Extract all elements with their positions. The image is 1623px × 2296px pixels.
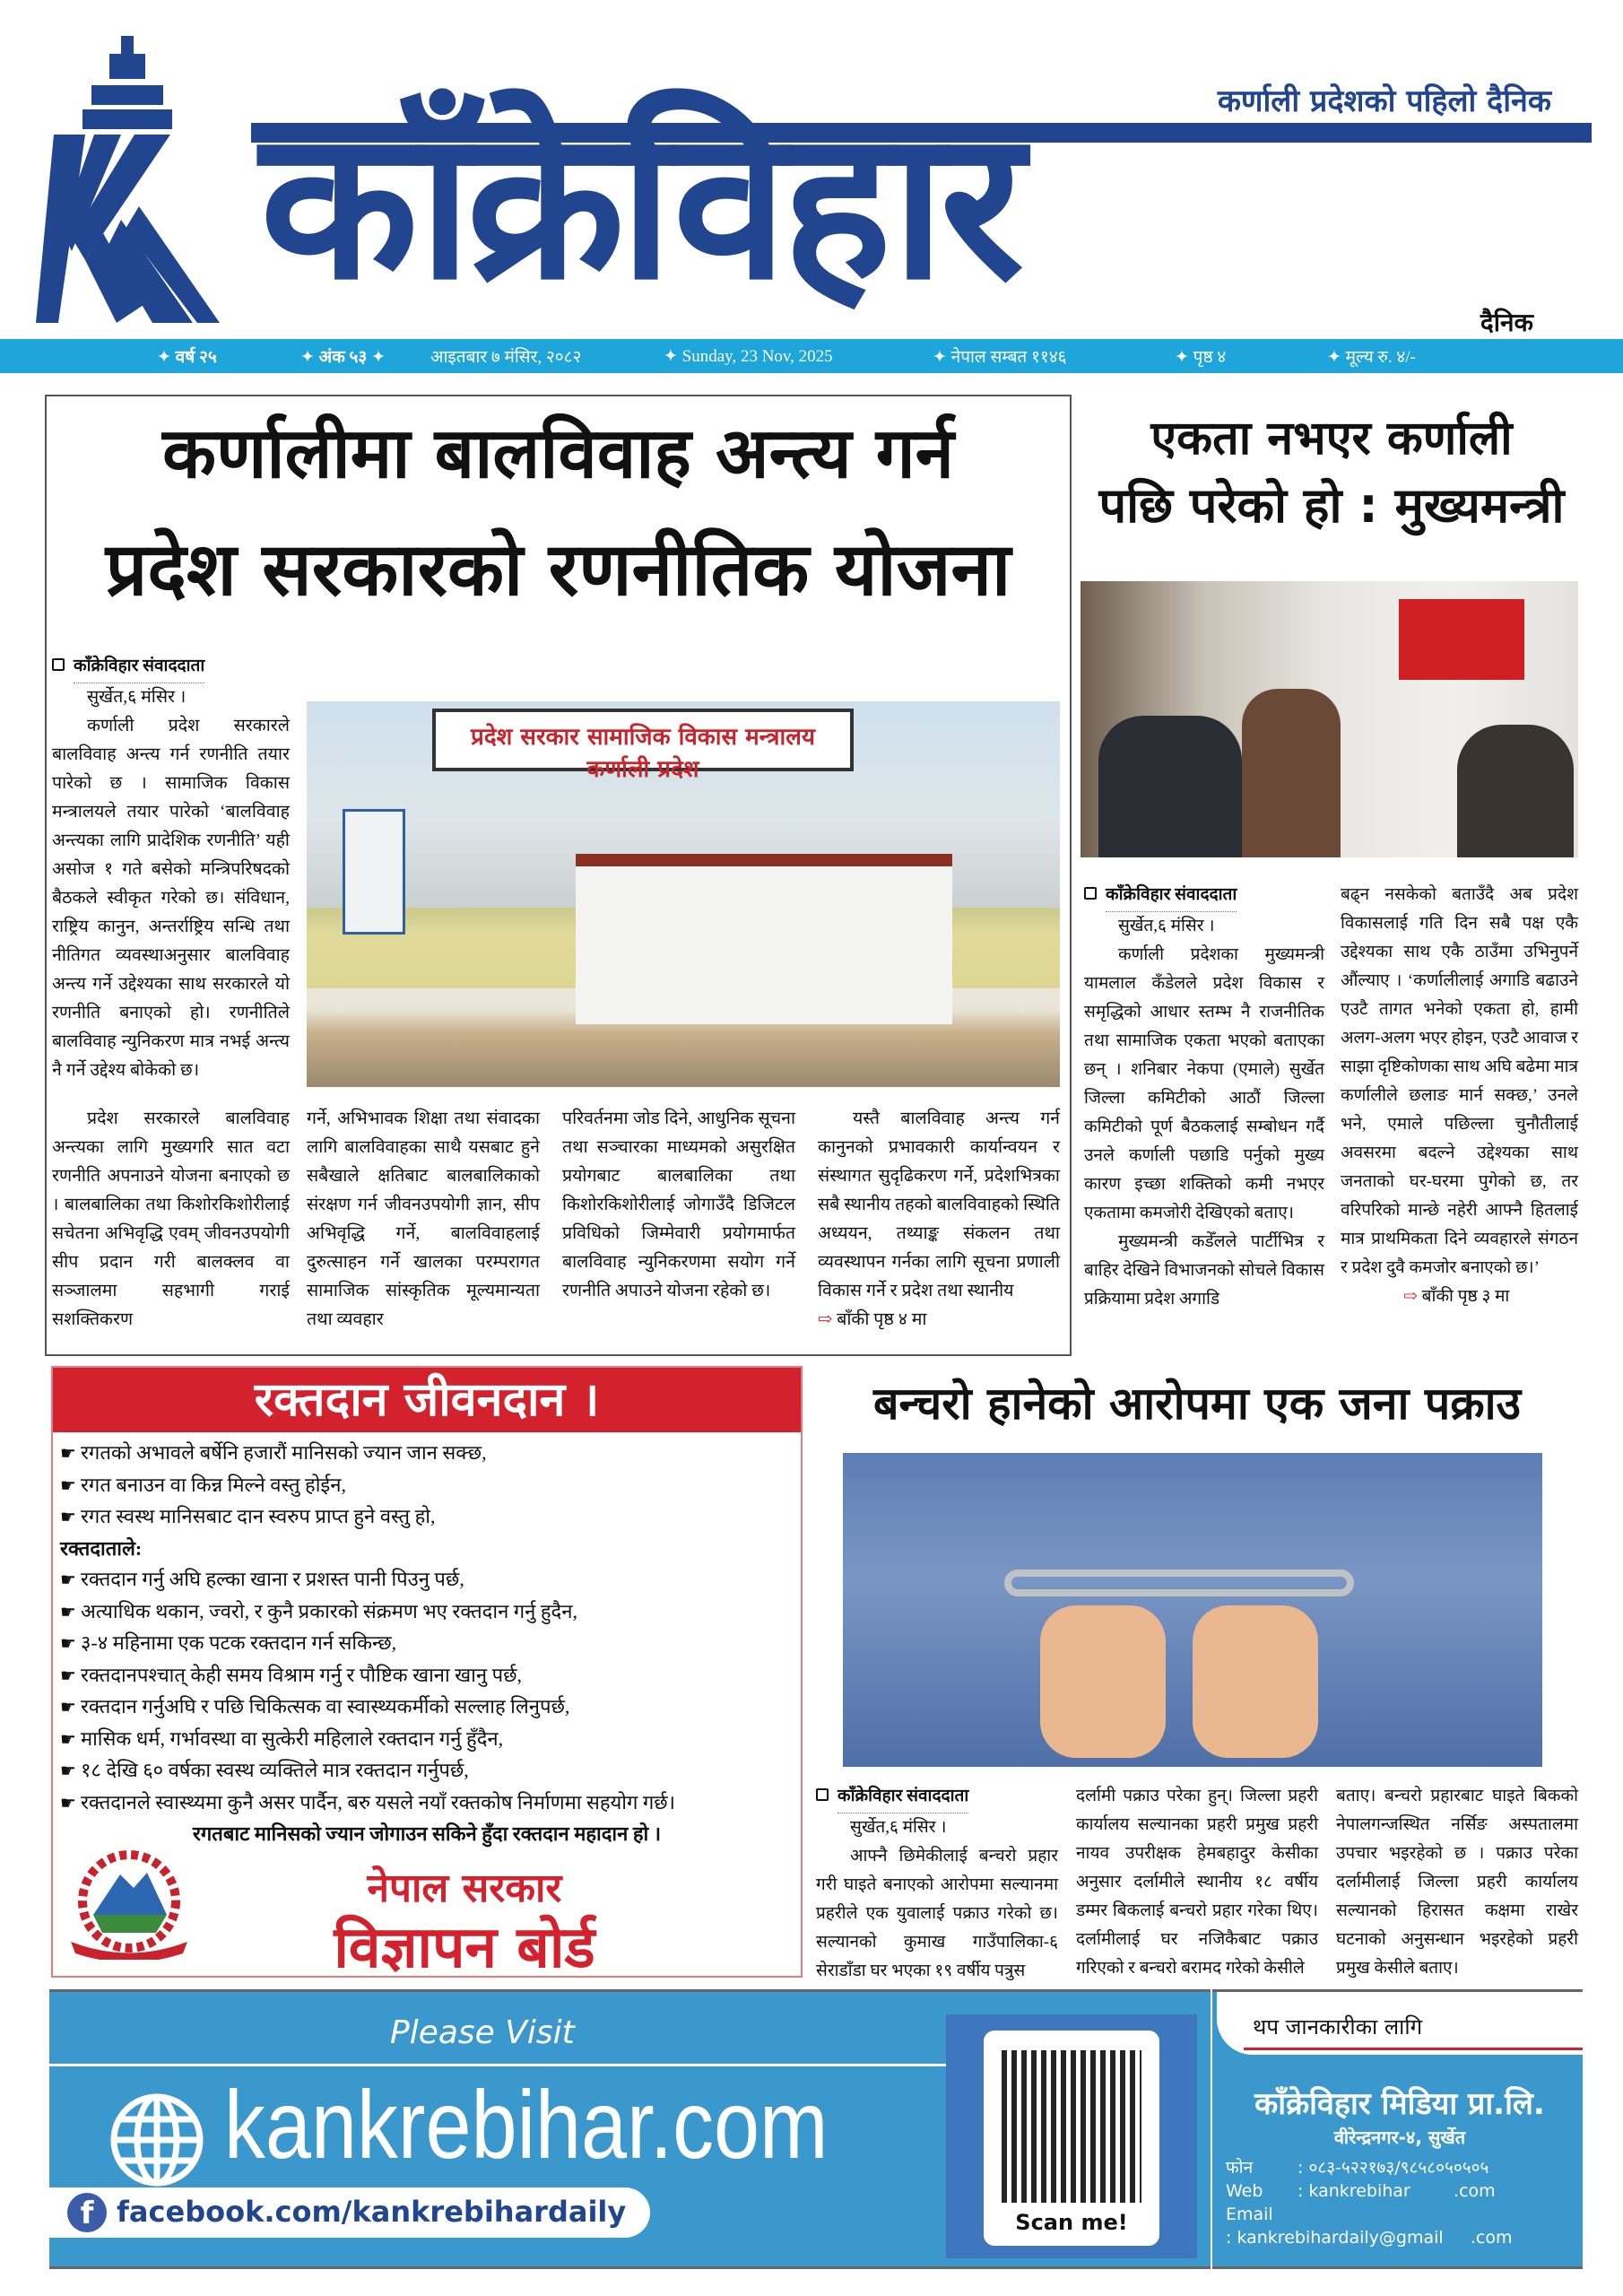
paragraph: कर्णाली प्रदेशका मुख्यमन्त्री यामलाल कँडेलले प्रदेश विकास र समृद्धिको आधार स्तम्भ नै राजनीतिक तथा सामाजिक एकता भएको बताएका छन् । शनिबार नेकपा (एमाले) सुर्खेत जिल्ला कमिटीको आठौं जिल्ला कमिटीको पूर्ण बैठकलाई सम्बोधन गर्दै उनले कर्णाली पछाडि पर्नुको मुख्य कारण इच्छा शक्तिको कमी नभएर एकतामा कमजोरी देखिएको बताए।	[1084, 945, 1324, 1222]
arrest-column-2	[1076, 1782, 1318, 1983]
sponsor-name-1: नेपाल सरकार	[367, 1866, 562, 1911]
english-date: ✦ Sunday, 23 Nov, 2025	[664, 346, 833, 366]
byline: काँक्रेविहार संवाददाता	[838, 1782, 968, 1813]
sponsor-name-2: विज्ञापन बोर्ड	[334, 1915, 595, 1981]
byline: काँक्रेविहार संवाददाता	[74, 652, 204, 683]
side-column-2	[1341, 881, 1578, 1311]
price: ✦ मूल्य रु. ४/-	[1327, 348, 1416, 367]
subtitle: दैनिक	[1480, 308, 1533, 337]
paragraph: गर्ने, अभिभावक शिक्षा तथा संवादका लागि बालविवाहका साथै यसबाट हुने सबैखाले क्षतिबाट बालबालिकाको संरक्षण गर्न जीवनउपयोगी ज्ञान, सीप अभिवृद्धि गर्ने, बालविवाहलाई दुरुत्साहन गर्ने खालका परम्परागत सामाजिक सांस्कृतिक मूल्यमान्यता तथा व्यवहार	[307, 1109, 540, 1329]
arrest-column-1	[816, 1782, 1058, 1986]
list-item: ☛ १८ देखि ६० वर्षका स्वस्थ व्यक्तिले मात्र रक्तदान गर्नुपर्छ,	[60, 1755, 794, 1787]
issue-number: ✦ अंक ५३ ✦	[300, 348, 386, 367]
arrest-column-3	[1336, 1782, 1578, 1983]
list-item: ☛ रगत बनाउन वा किन्न मिल्ने वस्तु होईन,	[60, 1470, 794, 1502]
web-label: Web	[1226, 2181, 1263, 2201]
website-link[interactable]: kankrebihar.com	[224, 2070, 829, 2179]
byline: काँक्रेविहार संवाददाता	[1106, 881, 1237, 912]
ad-title: रक्तदान जीवनदान ।	[53, 1368, 801, 1432]
blood-donation-ad	[51, 1366, 803, 1981]
company-name: काँक्रेविहार मिडिया प्रा.लि.	[1254, 2086, 1545, 2122]
chief-minister-speech-photo	[1081, 581, 1578, 857]
paragraph: मुख्यमन्त्री कडेँलले पार्टीभित्र र बाहिर देखिने विभाजनको सोचले विकास प्रक्रियामा प्रदेश अगाडि	[1084, 1232, 1324, 1309]
paragraph: प्रदेश सरकारले बालविवाह अन्त्यका लागि मुख्यगरि सात वटा रणनीति अपनाउने योजना बनाएको छ । बालबालिका तथा किशोरकिशोरीलाई सचेतना अभिवृद्धि एवम् जीवनउपयोगी सीप प्रदान गरी बालक्लव वा सञ्जालमा सहभागी गराई सशक्तिकरण	[52, 1109, 290, 1329]
side-story	[1081, 395, 1583, 1356]
dateline: सुर्खेत,६ मंसिर ।	[850, 1818, 947, 1837]
dateline: सुर्खेत,६ मंसिर ।	[1118, 917, 1215, 935]
ad-footer-line: रगतबाट मानिसको ज्यान जोगाउन सकिने हुँदा रक्तदान महादान हो ।	[192, 1822, 662, 1845]
list-item: ☛ रगतको अभावले बर्षेनि हजारौं मानिसको ज्यान जान सक्छ,	[60, 1438, 794, 1470]
bullet-square-icon	[816, 1788, 829, 1801]
lead-headline-line-2: प्रदेश सरकारको रणनीतिक योजना	[105, 527, 1011, 613]
page-number: ✦ पृष्ठ ४	[1175, 348, 1227, 367]
list-item: ☛ रक्तदान गर्नु अघि हल्का खाना र प्रशस्त पानी पिउनु पर्छ,	[60, 1564, 794, 1596]
facebook-pill	[49, 2187, 650, 2238]
nepal-sambat: ✦ नेपाल सम्बत ११४६	[933, 348, 1067, 367]
list-item: ☛ अत्याधिक थकान, ज्वरो, र कुनै प्रकारको संक्रमण भए रक्तदान गर्नु हुदैन,	[60, 1596, 794, 1629]
list-item: ☛ रक्तदानपश्चात् केही समय विश्राम गर्नु र पौष्टिक खाना खानु पर्छ,	[60, 1660, 794, 1692]
paragraph: बढ्न नसकेको बताउँदै अब प्रदेश विकासलाई गति दिन सबै पक्ष एकै उद्देश्यका साथ एकै ठाउँमा उभिनुपर्ने औंल्याए । ‘कर्णालीलाई अगाडि बढाउने एउटै तागत भनेको एकता हो, हामी अलग-अलग भएर होइन, एउटै आवाज र साझा दृष्टिकोणका साथ अघि बढेमा मात्र कर्णालीले छलाङ मार्न सक्छ,’ उनले भने, एमाले पछिल्ला चुनौतीलाई अवसरमा बदल्ने उद्देश्यका साथ जनताको घर-घरमा पुगेको छ, तर वरिपरिको मान्छे नहेरी आफ्नै हितलाई मात्र प्राथमिकता दिने व्यवहारले संगठन र प्रदेश दुवै कमजोर बनाएको छ।’	[1341, 885, 1578, 1277]
tagline: कर्णाली प्रदेशको पहिलो दैनिक	[1217, 83, 1551, 119]
list-item: ☛ रक्तदान गर्नुअघि र पछि चिकित्सक वा स्वास्थ्यकर्मीको सल्लाह लिनुपर्छ,	[60, 1692, 794, 1724]
paragraph: दर्लामी पक्राउ परेका हुन्। जिल्ला प्रहरी कार्यालय सल्यानका प्रहरी प्रमुख प्रहरी नायव उपरीक्षक हेमबहादुर केसीका अनुसार दर्लामीले स्थानीय १८ वर्षीय डम्मर बिकलाई बन्चरो प्रहार गरेका थिए। दर्लामीलाई घर नजिकैबाट पक्राउ गरिएको र बन्चरो बरामद गरेको केसीले	[1076, 1787, 1318, 1978]
company-address: वीरेन्द्रनगर-४, सुर्खेत	[1333, 2126, 1466, 2148]
lead-column-5	[818, 1105, 1060, 1335]
continued-link[interactable]	[818, 1306, 1060, 1335]
email-label: Email	[1226, 2205, 1273, 2224]
side-headline-line-2: पछि परेको हो : मुख्यमन्त्री	[1098, 477, 1565, 534]
year: ✦ वर्ष २५	[157, 348, 217, 367]
continued-link[interactable]	[1341, 1283, 1578, 1311]
bullet-square-icon	[1084, 887, 1097, 900]
contact-details	[1226, 2156, 1583, 2249]
side-headline-line-1: एकता नभएर कर्णाली	[1150, 412, 1513, 465]
qr-panel	[946, 2014, 1197, 2258]
ad-subheading: रक्तदाताले:	[60, 1536, 143, 1560]
dateline: सुर्खेत,६ मंसिर ।	[87, 688, 187, 707]
qr-code[interactable]	[1002, 2050, 1141, 2203]
handcuffs-photo	[843, 1453, 1542, 1767]
arrow-right-icon: ⇨	[1403, 1287, 1418, 1306]
scan-me-label: Scan me!	[1015, 2210, 1128, 2235]
list-item: ☛ रगत स्वस्थ मानिसबाट दान स्वरुप प्राप्त हुने वस्तु हो,	[60, 1501, 794, 1534]
issue-info-bar	[0, 339, 1623, 373]
list-item: ☛ मासिक धर्म, गर्भावस्था वा सुत्केरी महिलाले रक्तदान गर्नु हुँदैन,	[60, 1724, 794, 1756]
more-info-tab	[1217, 1992, 1583, 2055]
facebook-link[interactable]: facebook.com/kankrebihardaily	[117, 2195, 627, 2229]
paragraph: कर्णाली प्रदेश सरकारले बालविवाह अन्त्य गर्न रणनीति तयार पारेको छ । सामाजिक विकास मन्त्रालयले तयार पारेको ‘बालविवाह अन्त्यका लागि प्रादेशिक रणनीति’ यही असोज १ गते बसेको मन्त्रिपरिषदको बैठकले स्वीकृत गरेको छ। संविधान, राष्ट्रिय कानुन, अन्तर्राष्ट्रिय सन्धि तथा नीतिगत व्यवस्थाअनुसार बालविवाह अन्त्य गर्ने उद्देश्यका साथ सरकारले यो रणनीति बनाएको हो। रणनीतिले बालविवाह न्युनिकरण मात्र नभई अन्त्य नै गर्ने उद्देश्य बोकेको छ।	[52, 717, 290, 1080]
masthead	[36, 36, 1587, 337]
lead-column-4	[562, 1105, 795, 1306]
footer-banner	[49, 1989, 1583, 2269]
list-item: ☛ रक्तदानले स्वास्थ्यमा कुनै असर पार्दैन, बरु यसले नयाँ रक्तकोष निर्माणमा सहयोग गर्छ।	[60, 1787, 794, 1820]
ad-list	[53, 1432, 801, 1856]
ministry-sign: प्रदेश सरकार सामाजिक विकास मन्त्रालय कर्णाली प्रदेश	[432, 709, 854, 771]
continued-text: बाँकी पृष्ठ ४ मा	[837, 1310, 927, 1329]
paragraph: परिवर्तनमा जोड दिने, आधुनिक सूचना तथा सञ्चारका माध्यमको असुरक्षित प्रयोगबाट बालबालिका तथा किशोरकिशोरीलाई जोगाउँदै डिजिटल प्रविधिको जिम्मेवारी प्रयोगमार्फत बालविवाह न्युनिकरणमा सयोग गर्ने रणनीति अपाउने योजना रहेको छ।	[562, 1109, 795, 1300]
more-info-label: थप जानकारीका लागि	[1253, 2014, 1423, 2039]
side-column-1	[1084, 881, 1324, 1314]
continued-text: बाँकी पृष्ठ ३ मा	[1421, 1287, 1510, 1306]
lead-column-1	[52, 652, 290, 1085]
phone-number[interactable]: : ०८३-५२२१७३/९८५८०५०५०५	[1298, 2158, 1489, 2178]
web-address[interactable]: : kankrebihar .com	[1298, 2181, 1496, 2201]
list-item: ☛ ३-४ महिनामा एक पटक रक्तदान गर्न सकिन्छ,	[60, 1628, 794, 1660]
phone-label: फोन	[1226, 2158, 1254, 2178]
ministry-building-photo	[307, 701, 1060, 1087]
arrest-story	[812, 1363, 1583, 1982]
lead-column-2	[52, 1105, 290, 1335]
newspaper-title: काँक्रेविहार	[260, 86, 1020, 326]
please-visit: Please Visit	[390, 2014, 575, 2051]
bullet-square-icon	[52, 658, 65, 671]
paragraph: बताए। बन्चरो प्रहारबाट घाइते बिकको नेपालगन्जस्थित नर्सिङ अस्पतालमा उपचार भइरहेको छ । पक्राउ परेका दर्लामीलाई जिल्ला प्रहरी कार्यालय सल्यानको हिरासत कक्षमा राखेर घटनाको अनुसन्धान भइरहेको प्रहरी प्रमुख केसीले बताए।	[1336, 1787, 1578, 1978]
email-address[interactable]: : kankrebihardaily@gmail .com	[1226, 2228, 1513, 2248]
nepali-date: आइतबार ७ मंसिर, २०८२	[430, 348, 582, 367]
lead-headline-line-1: कर्णालीमा बालविवाह अन्त्य गर्न	[162, 413, 954, 494]
lead-story	[45, 395, 1072, 1356]
globe-icon	[108, 2091, 206, 2189]
facebook-icon: f	[67, 2193, 107, 2232]
paragraph: यस्तै बालविवाह अन्त्य गर्न कानुनको प्रभावकारी कार्यान्वयन र संस्थागत सुदृढिकरण गर्ने, प्रदेशभित्रका सबै स्थानीय तहको बालविवाहको स्थिति अध्ययन, तथ्याङ्क संकलन तथा व्यवस्थापन गर्नका लागि सूचना प्रणाली विकास गर्ने र प्रदेश तथा स्थानीय	[818, 1109, 1060, 1300]
lead-column-3	[307, 1105, 540, 1335]
arrow-right-icon: ⇨	[818, 1310, 833, 1329]
paragraph: आफ्नै छिमेकीलाई बन्चरो प्रहार गरी घाइते बनाएको आरोपमा सल्यानमा प्रहरीले एक युवालाई पक्राउ गरेको छ। सल्यानको कुमाख गाउँपालिका-६ सेराडाँडा घर भएका १९ वर्षीय पत्रुस	[816, 1847, 1058, 1980]
arrest-headline: बन्चरो हानेको आरोपमा एक जना पक्राउ	[873, 1378, 1521, 1430]
